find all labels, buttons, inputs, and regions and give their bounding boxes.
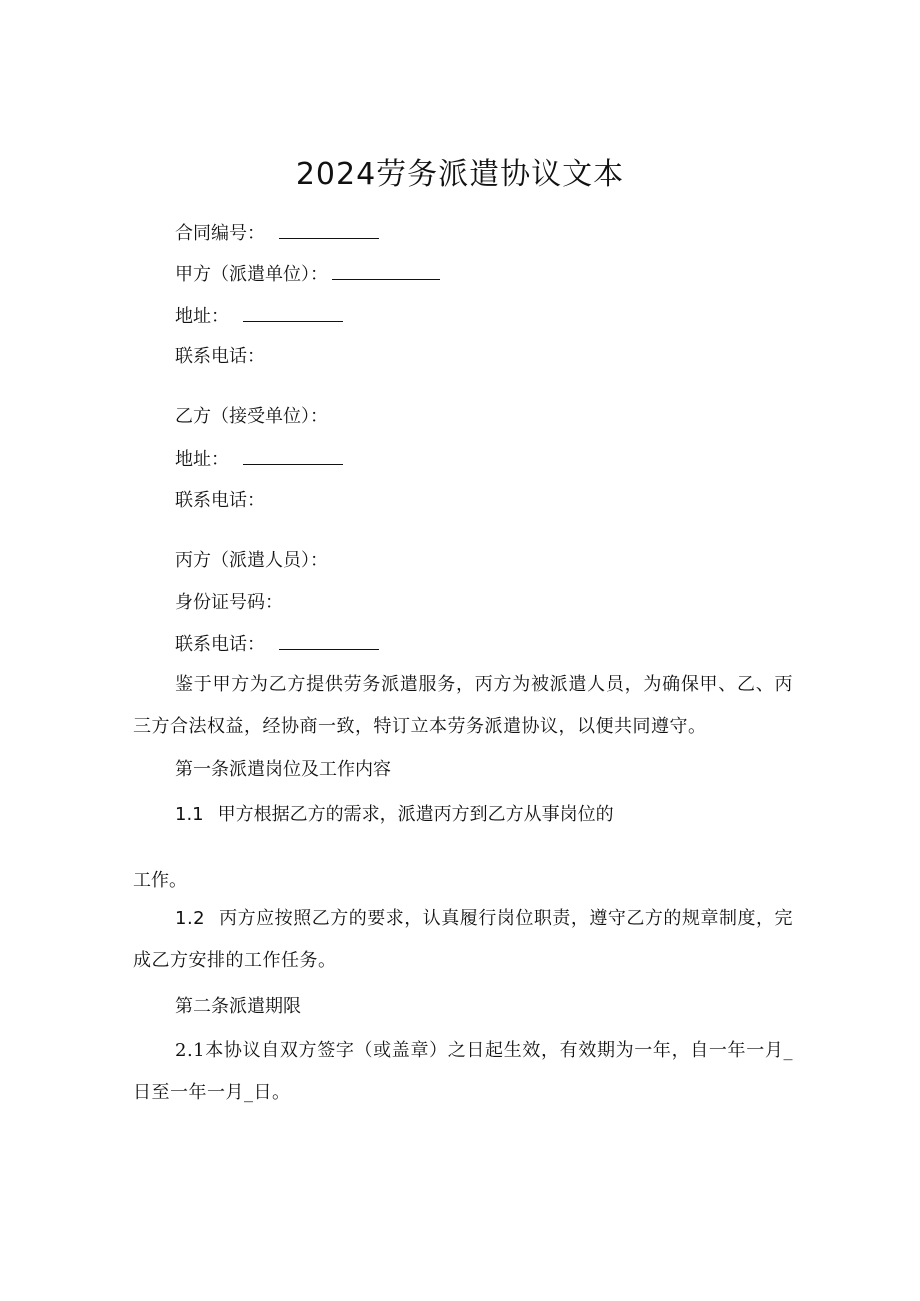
clause-1-1 xyxy=(175,802,614,828)
clause-1-2 xyxy=(133,898,793,982)
party-c-label: 丙方（派遣人员）： xyxy=(175,550,328,571)
party-c-phone-blank xyxy=(279,631,379,650)
clause-1-1-continuation: 工作。 xyxy=(133,870,187,891)
clause-2-1: 2.1本协议自双方签字（或盖章）之日起生效，有效期为一年，自一年一月_日至一年一月_日。 xyxy=(133,1040,793,1103)
party-b-address-blank xyxy=(243,446,343,465)
clause-1-1-text: 甲方根据乙方的需求，派遣丙方到乙方从事岗位的 xyxy=(217,804,614,825)
party-c-phone-label: 联系电话： xyxy=(175,634,265,655)
party-a-address-label: 地址： xyxy=(175,306,229,327)
contract-number-label: 合同编号： xyxy=(175,223,265,244)
party-a-address-row xyxy=(175,303,343,330)
clause-1-2-text: 丙方应按照乙方的要求，认真履行岗位职责，遵守乙方的规章制度，完成乙方安排的工作任务。 xyxy=(133,908,793,971)
party-c-phone-row xyxy=(175,631,379,658)
clause-1-2-number: 1.2 xyxy=(175,908,206,929)
article-1-heading: 第一条派遣岗位及工作内容 xyxy=(175,759,391,780)
party-c-id-label: 身份证号码： xyxy=(175,592,283,613)
party-b-address-row xyxy=(175,446,343,473)
party-b-label: 乙方（接受单位）： xyxy=(175,406,328,427)
preamble-paragraph: 鉴于甲方为乙方提供劳务派遣服务，丙方为被派遣人员，为确保甲、乙、丙三方合法权益，经协商一致，特订立本劳务派遣协议，以便共同遵守。 xyxy=(133,674,793,737)
party-a-phone-label: 联系电话： xyxy=(175,346,265,367)
document-title: 2024劳务派遣协议文本 xyxy=(295,157,625,192)
contract-number-blank xyxy=(279,220,379,239)
party-a-blank xyxy=(332,261,440,280)
party-a-label: 甲方（派遣单位）： xyxy=(175,264,328,285)
contract-number-row xyxy=(175,220,379,247)
party-b-phone-label: 联系电话： xyxy=(175,490,265,511)
party-a-row xyxy=(175,261,440,288)
party-a-address-blank xyxy=(243,303,343,322)
clause-1-1-number: 1.1 xyxy=(175,804,204,825)
article-2-heading: 第二条派遣期限 xyxy=(175,996,301,1017)
party-b-address-label: 地址： xyxy=(175,449,229,470)
